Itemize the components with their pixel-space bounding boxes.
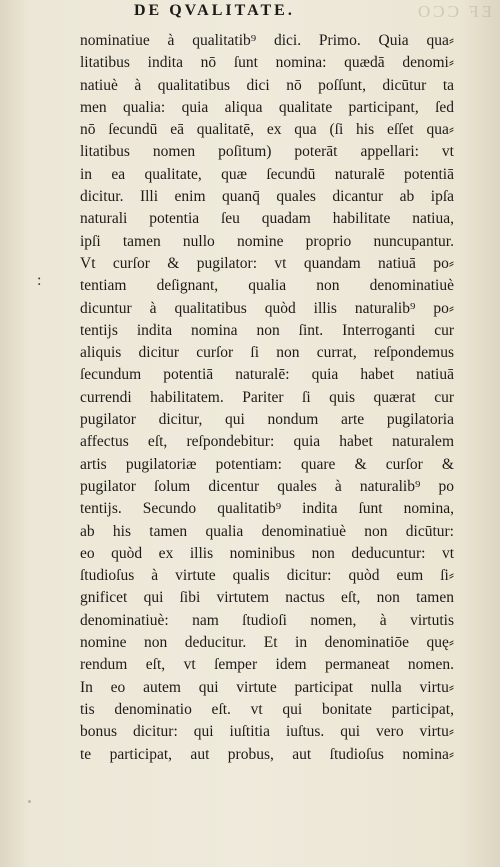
text-line: men qualia: quia aliqua qualitate participant, ſed: [80, 98, 454, 116]
text-line: rendum eſt, vt ſemper idem permaneat nomen.: [80, 656, 454, 674]
body-text: [80, 30, 454, 766]
text-line: te participat, aut probus, aut ſtudioſus nomina⸗: [80, 745, 454, 763]
text-line: ſtudioſus à virtute qualis dicitur: quòd eum ſi⸗: [80, 567, 454, 585]
text-line: tis denominatio eſt. vt qui bonitate participat,: [80, 700, 454, 718]
text-line: tentijs indita nomina non ſint. Interroganti cur: [80, 321, 454, 339]
text-line: In eo autem qui virtute participat nulla virtu⸗: [80, 678, 454, 696]
text-line: nō ſecundū eā qualitatē, ex qua (ſi his eſſet qua⸗: [80, 121, 454, 139]
text-line: pugilator ſolum dicentur quales à naturalib⁹ po: [80, 477, 454, 495]
margin-mark: :: [37, 272, 42, 289]
text-line: currendi habilitatem. Pariter ſi quis quærat cur: [80, 388, 454, 406]
text-line: dicuntur à qualitatibus quòd illis naturalib⁹ po⸗: [80, 299, 454, 317]
text-line: gnificet qui ſibi virtutem nactus eſt, non tamen: [80, 589, 454, 607]
text-line: litatibus nomen poſitum) poterāt appellari: vt: [80, 143, 454, 161]
text-line: Vt curſor & pugilator: vt quandam natiuā po⸗: [80, 254, 454, 272]
text-line: tentijs. Secundo qualitatib⁹ indita ſunt nomina,: [80, 500, 454, 518]
text-line: aliquis dicitur curſor ſi non currat, reſpondemus: [80, 344, 454, 362]
text-line: natiuè à qualitatibus dici nō poſſunt, dicūtur ta: [80, 76, 454, 94]
text-line: litatibus indita nō ſunt nomina: quædā denomi⸗: [80, 54, 454, 72]
text-line: tentiam deſignant, qualia non denominatiuè: [80, 277, 454, 295]
text-line: ſecundum potentiā naturalē: quia habet natiuā: [80, 366, 454, 384]
text-line: bonus dicitur: qui iuſtitia iuſtus. qui vero virtu⸗: [80, 723, 454, 741]
text-line: dicitur. Illi enim quanq̄ quales dicantur ab ipſa: [80, 188, 454, 206]
text-line: naturali potentia ſeu quadam habilitate natiua,: [80, 210, 454, 228]
text-line: ab his tamen qualia denominatiuè non dicūtur:: [80, 522, 454, 540]
bleed-through-text: EF CCO: [414, 2, 492, 21]
text-line: ipſi tamen nullo nomine proprio nuncupantur.: [80, 232, 454, 250]
text-line: in ea qualitate, quæ ſecundū naturalē potentiā: [80, 165, 454, 183]
running-title: DE QVALITATE.: [134, 2, 295, 19]
text-line: nomine non deducitur. Et in denominatiōe quę⸗: [80, 634, 454, 652]
text-line: affectus eſt, reſpondebitur: quia habet naturalem: [80, 433, 454, 451]
text-line: pugilator dicitur, qui nondum arte pugilatoria: [80, 411, 454, 429]
text-line: nominatiue à qualitatib⁹ dici. Primo. Quia qua⸗: [80, 32, 454, 49]
paper-speck: [28, 800, 31, 803]
text-line: eo quòd ex illis nominibus non deducuntur: vt: [80, 544, 454, 562]
text-line: denominatiuè: nam ſtudioſi nomen, à virtutis: [80, 611, 454, 629]
text-line: artis pugilatoriæ potentiam: quare & curſor &: [80, 455, 454, 473]
